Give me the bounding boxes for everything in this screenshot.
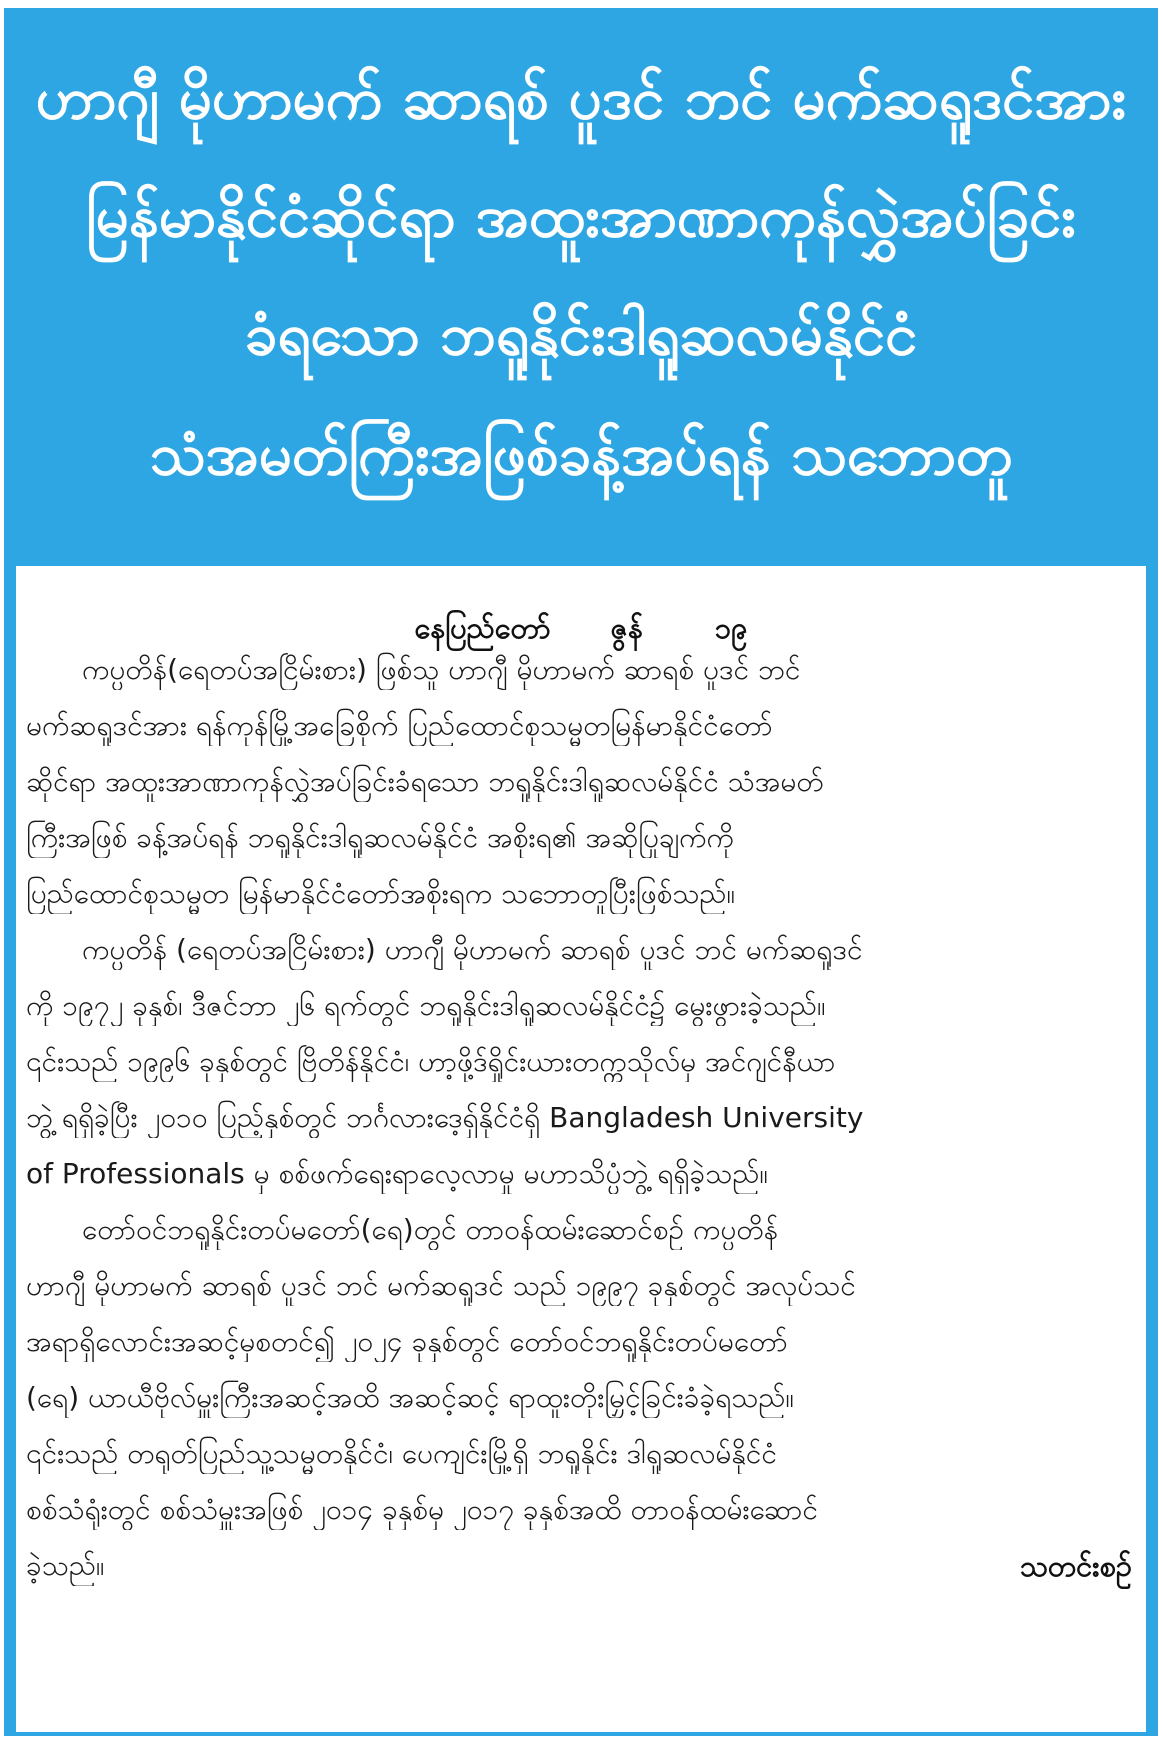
headline-line-1: ဟာဂျီ မိုဟာမက် ဆာရစ် ပူဒင် ဘင် မက်ဆရူဒင်အား bbox=[35, 64, 1127, 132]
headline-line-2: မြန်မာနိုင်ငံဆိုင်ရာ အထူးအာဏာကုန်လွှဲအပ်ခြင်း bbox=[86, 182, 1076, 250]
headline bbox=[4, 48, 1158, 558]
body-line: ကို ၁၉၇၂ ခုနှစ်၊ ဒီဇင်ဘာ ၂၆ ရက်တွင် ဘရူနိုင်းဒါရူဆလမ်နိုင်ငံ၌ မွေးဖွားခဲ့သည်။ bbox=[26, 989, 826, 1022]
signature: သတင်းစဉ် bbox=[1019, 1549, 1132, 1583]
body-line: မက်ဆရူဒင်အား ရန်ကုန်မြို့အခြေစိုက် ပြည်ထောင်စုသမ္မတမြန်မာနိုင်ငံတော် bbox=[26, 709, 773, 742]
body-line: ခဲ့သည်။ bbox=[26, 1549, 105, 1582]
body-line: အရာရှိလောင်းအဆင့်မှစတင်၍ ၂၀၂၄ ခုနှစ်တွင် တော်ဝင်ဘရူနိုင်းတပ်မတော် bbox=[26, 1325, 788, 1358]
article-body bbox=[16, 566, 1146, 1732]
body-line: ကပ္ပတိန် (ရေတပ်အငြိမ်းစား) ဟာဂျီ မိုဟာမက် ဆာရစ် ပူဒင် ဘင် မက်ဆရူဒင် bbox=[82, 933, 863, 966]
body-line: ကပ္ပတိန်(ရေတပ်အငြိမ်းစား) ဖြစ်သူ ဟာဂျီ မိုဟာမက် ဆာရစ် ပူဒင် ဘင် bbox=[82, 653, 801, 686]
body-line: ၎င်းသည် ၁၉၉၆ ခုနှစ်တွင် ဗြိတိန်နိုင်ငံ၊ ဟာ့ဖို့ဒ်ရှိုင်းယားတက္ကသိုလ်မှ အင်ဂျင်နီယာ bbox=[26, 1045, 836, 1078]
headline-banner bbox=[4, 8, 1158, 1736]
body-line: of Professionals မှ စစ်ဖက်ရေးရာလေ့လာမှု မဟာသိပ္ပံဘွဲ့ ရရှိခဲ့သည်။ bbox=[26, 1157, 768, 1190]
dateline-day: ၁၉ bbox=[714, 611, 748, 645]
dateline-month: ဇွန် bbox=[610, 611, 643, 645]
body-line: ၎င်းသည် တရုတ်ပြည်သူ့သမ္မတနိုင်ငံ၊ ပေကျင်းမြို့ရှိ ဘရူနိုင်း ဒါရူဆလမ်နိုင်ငံ bbox=[26, 1437, 777, 1470]
headline-line-3: ခံရသော ဘရူနိုင်းဒါရူဆလမ်နိုင်ငံ bbox=[244, 300, 918, 368]
body-line: တော်ဝင်ဘရူနိုင်းတပ်မတော်(ရေ)တွင် တာဝန်ထမ်းဆောင်စဉ် ကပ္ပတိန် bbox=[82, 1213, 779, 1246]
body-line: ဟာဂျီ မိုဟာမက် ဆာရစ် ပူဒင် ဘင် မက်ဆရူဒင် သည် ၁၉၉၇ ခုနှစ်တွင် အလုပ်သင် bbox=[26, 1269, 856, 1302]
body-line: ပြည်ထောင်စုသမ္မတ မြန်မာနိုင်ငံတော်အစိုးရက သဘောတူပြီးဖြစ်သည်။ bbox=[26, 877, 735, 910]
dateline-place: နေပြည်တော် bbox=[414, 611, 551, 645]
body-line: (ရေ) ယာယီဗိုလ်မှူးကြီးအဆင့်အထိ အဆင့်ဆင့် ရာထူးတိုးမြှင့်ခြင်းခံခဲ့ရသည်။ bbox=[26, 1381, 794, 1414]
body-line: ဘွဲ့ ရရှိခဲ့ပြီး ၂၀၁၀ ပြည့်နှစ်တွင် ဘင်္ဂလားဒေ့ရှ်နိုင်ငံရှိ Bangladesh University bbox=[26, 1101, 864, 1134]
body-line: ဆိုင်ရာ အထူးအာဏာကုန်လွှဲအပ်ခြင်းခံရသော ဘရူနိုင်းဒါရူဆလမ်နိုင်ငံ သံအမတ် bbox=[26, 765, 824, 798]
body-line: စစ်သံရုံးတွင် စစ်သံမှူးအဖြစ် ၂၀၁၄ ခုနှစ်မှ ၂၀၁၇ ခုနှစ်အထိ တာဝန်ထမ်းဆောင် bbox=[26, 1493, 818, 1526]
headline-line-4: သံအမတ်ကြီးအဖြစ်ခန့်အပ်ရန် သဘောတူ bbox=[149, 420, 1013, 488]
body-line: ကြီးအဖြစ် ခန့်အပ်ရန် ဘရူနိုင်းဒါရူဆလမ်နိုင်ငံ အစိုးရ၏ အဆိုပြုချက်ကို bbox=[26, 821, 734, 854]
dateline bbox=[16, 608, 1146, 648]
